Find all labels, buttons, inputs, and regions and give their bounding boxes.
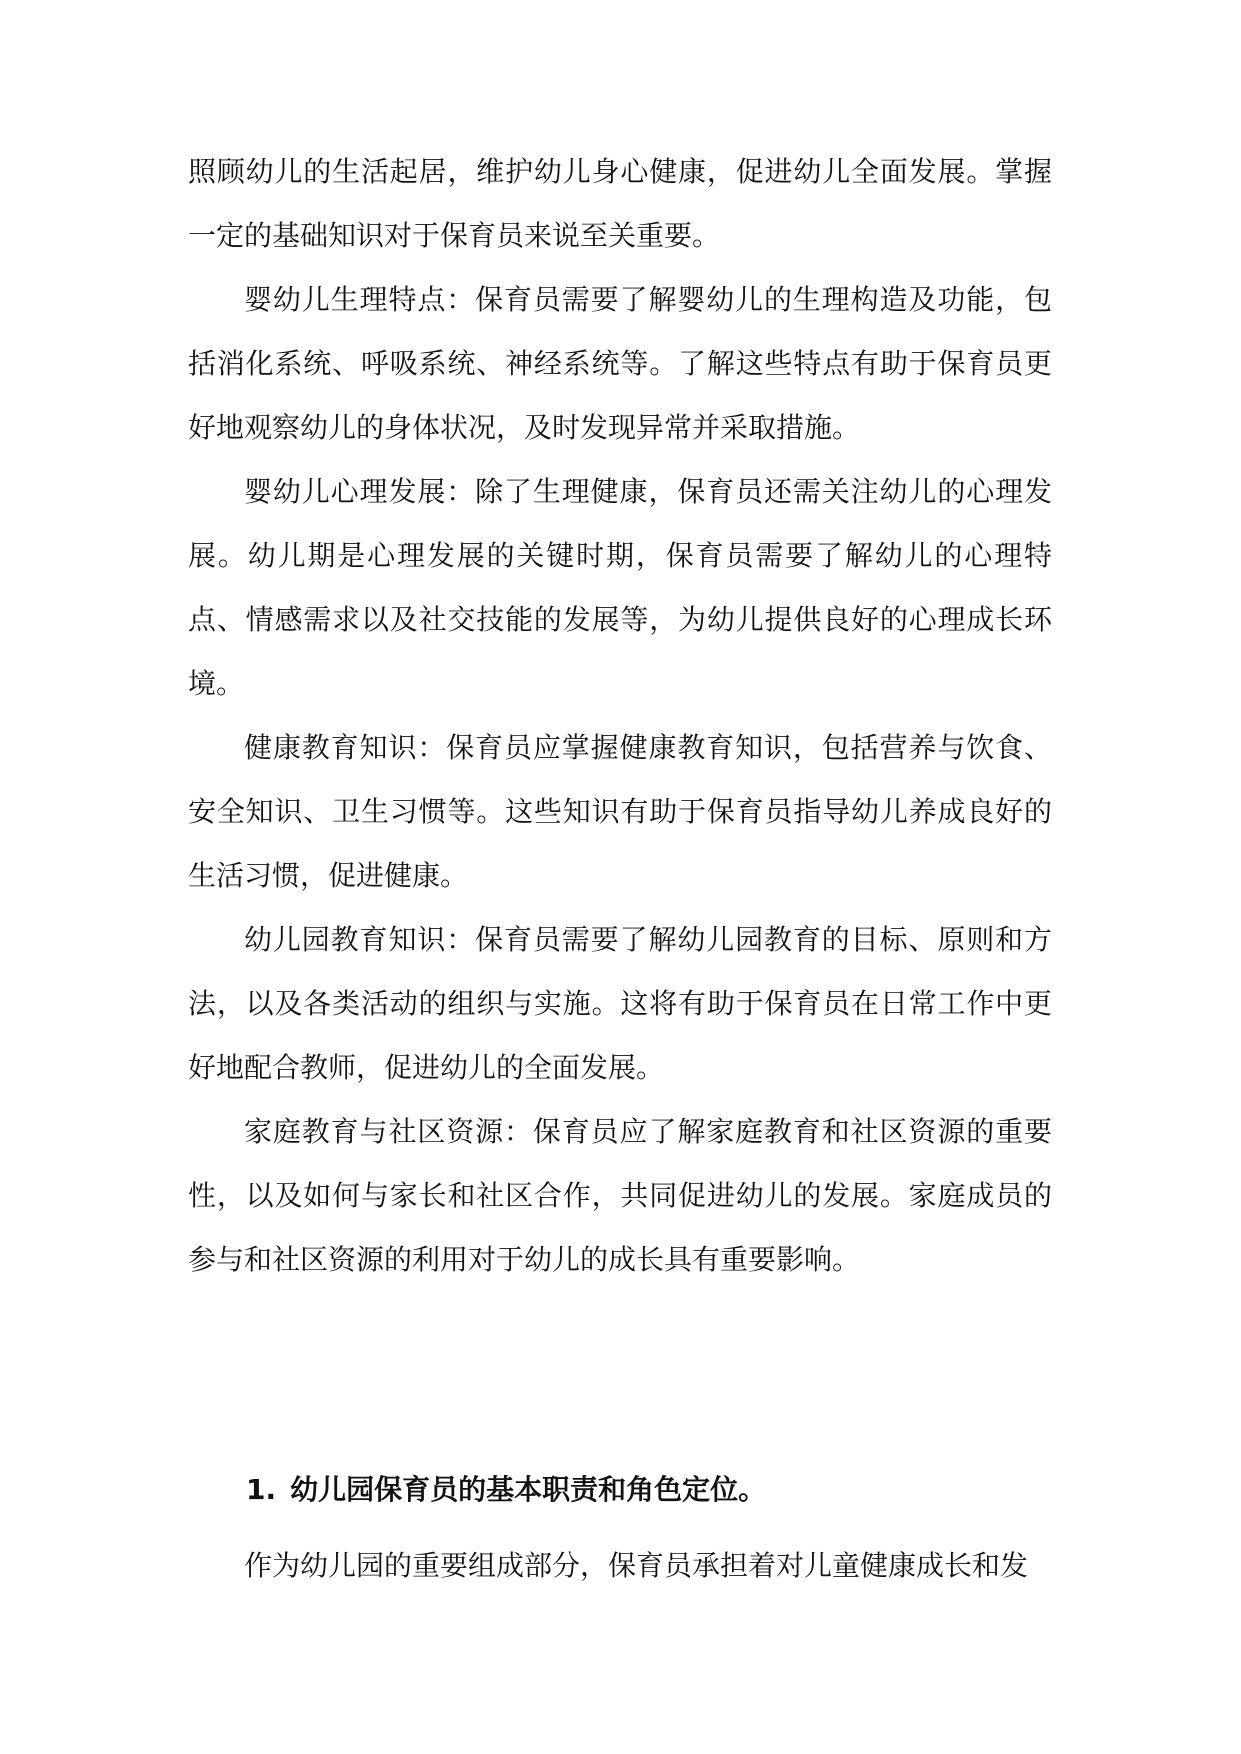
section-title: 幼儿园保育员的基本职责和角色定位。	[290, 1473, 767, 1506]
paragraph-psychology: 婴幼儿心理发展：除了生理健康，保育员还需关注幼儿的心理发展。幼儿期是心理发展的关键时期，保育员需要了解幼儿的心理特点、情感需求以及社交技能的发展等，为幼儿提供良好的心理成长环境。	[188, 475, 1052, 700]
section-number: 1.	[246, 1473, 277, 1506]
paragraph-intro-continued: 照顾幼儿的生活起居，维护幼儿身心健康，促进幼儿全面发展。掌握一定的基础知识对于保育员来说至关重要。	[188, 155, 1052, 252]
section-heading	[246, 1458, 766, 1522]
paragraph-section-intro: 作为幼儿园的重要组成部分，保育员承担着对儿童健康成长和发	[244, 1549, 1029, 1582]
paragraph-kindergarten-education: 幼儿园教育知识：保育员需要了解幼儿园教育的目标、原则和方法，以及各类活动的组织与实施。这将有助于保育员在日常工作中更好地配合教师，促进幼儿的全面发展。	[188, 923, 1052, 1084]
paragraph-health-education: 健康教育知识：保育员应掌握健康教育知识，包括营养与饮食、安全知识、卫生习惯等。这些知识有助于保育员指导幼儿养成良好的生活习惯，促进健康。	[188, 731, 1052, 892]
body-text	[188, 140, 1052, 1292]
paragraph-family-community: 家庭教育与社区资源：保育员应了解家庭教育和社区资源的重要性，以及如何与家长和社区合作，共同促进幼儿的发展。家庭成员的参与和社区资源的利用对于幼儿的成长具有重要影响。	[188, 1115, 1052, 1276]
section-body-text	[188, 1534, 1052, 1598]
paragraph-physiology: 婴幼儿生理特点：保育员需要了解婴幼儿的生理构造及功能，包括消化系统、呼吸系统、神经系统等。了解这些特点有助于保育员更好地观察幼儿的身体状况，及时发现异常并采取措施。	[188, 283, 1052, 444]
